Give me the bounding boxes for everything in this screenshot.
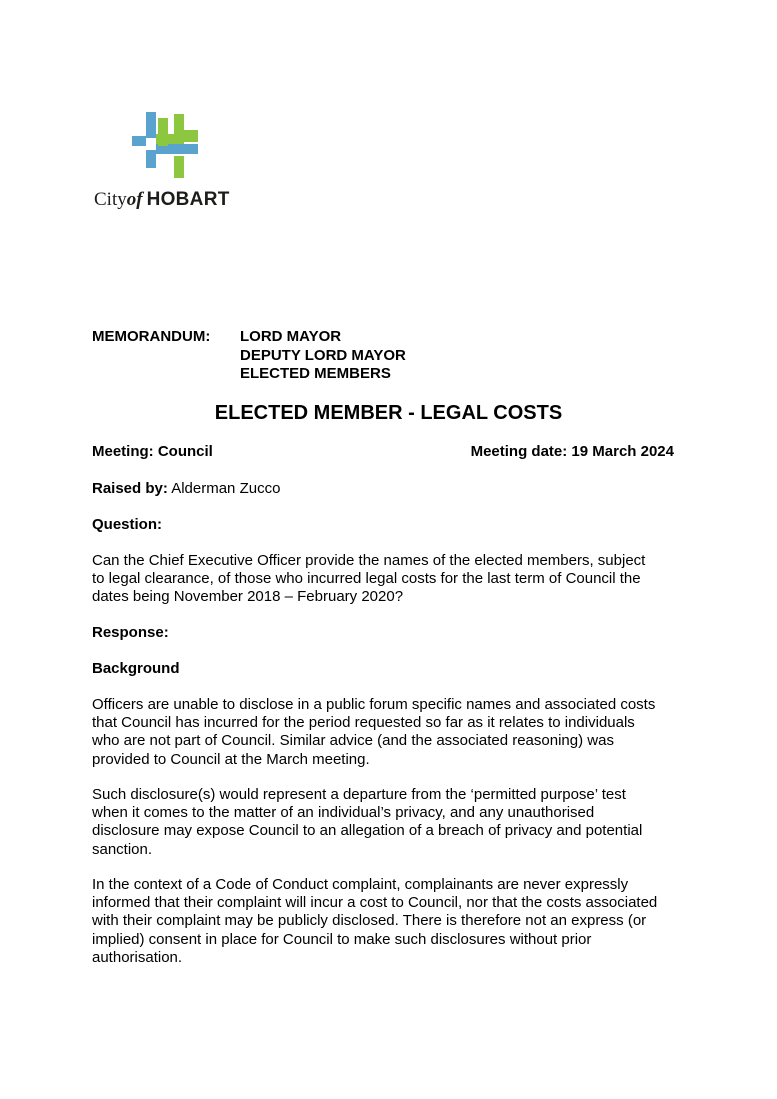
response-heading: Response: [92,624,169,641]
paragraph-line: provided to Council at the March meeting. [92,750,370,768]
background-paragraph-3 [92,876,692,967]
paragraph-line: when it comes to the matter of an individual’s privacy, and any unauthorised [92,804,595,822]
question-line: to legal clearance, of those who incurred legal costs for the last term of Council the [92,570,641,588]
question-line: Can the Chief Executive Officer provide the names of the elected members, subject [92,552,646,569]
paragraph-line: implied) consent in place for Council to make such disclosures without prior [92,930,592,948]
question-heading: Question: [92,516,162,533]
raised-by [92,480,280,498]
paragraph-line: disclosure may expose Council to an allegation of a breach of privacy and potential [92,822,643,840]
logo-of-text: of [126,189,143,210]
hobart-logo-mark-icon [130,110,202,180]
raised-by-value: Alderman Zucco [167,480,281,497]
paragraph-line: authorisation. [92,948,183,966]
paragraph-line: In the context of a Code of Conduct complaint, complainants are never expressly [92,876,629,893]
paragraph-line: Such disclosure(s) would represent a departure from the ‘permitted purpose’ test [92,786,626,803]
recipient-deputy-lord-mayor: DEPUTY LORD MAYOR [240,346,406,364]
memorandum-recipients [240,328,406,384]
logo-hobart-text: HOBART [146,189,230,210]
question-line: dates being November 2018 – February 2020? [92,588,404,606]
recipient-elected-members: ELECTED MEMBERS [240,365,391,382]
background-paragraph-2 [92,786,692,859]
memorandum-label: MEMORANDUM: [92,328,211,345]
document-title: ELECTED MEMBER - LEGAL COSTS [214,402,563,424]
meeting-date: Meeting date: 19 March 2024 [470,443,674,460]
paragraph-line: informed that their complaint will incur a cost to Council, nor that the costs associated [92,894,658,912]
meeting-label: Meeting: Council [92,443,213,460]
logo-city-text: City [94,189,127,210]
logo-wordmark [94,188,230,212]
background-heading: Background [92,660,180,677]
background-paragraph-1 [92,696,692,769]
meeting-info [92,443,674,461]
paragraph-line: sanction. [92,840,153,858]
city-of-hobart-logo [94,110,244,210]
paragraph-line: who are not part of Council. Similar advice (and the associated reasoning) was [92,732,614,750]
paragraph-line: with their complaint may be publicly disclosed. There is therefore not an express (or [92,912,647,930]
recipient-lord-mayor: LORD MAYOR [240,328,342,345]
paragraph-line: Officers are unable to disclose in a public forum specific names and associated costs [92,696,656,713]
question-text [92,552,692,607]
paragraph-line: that Council has incurred for the period requested so far as it relates to individuals [92,714,635,732]
raised-by-label: Raised by: [92,480,168,497]
